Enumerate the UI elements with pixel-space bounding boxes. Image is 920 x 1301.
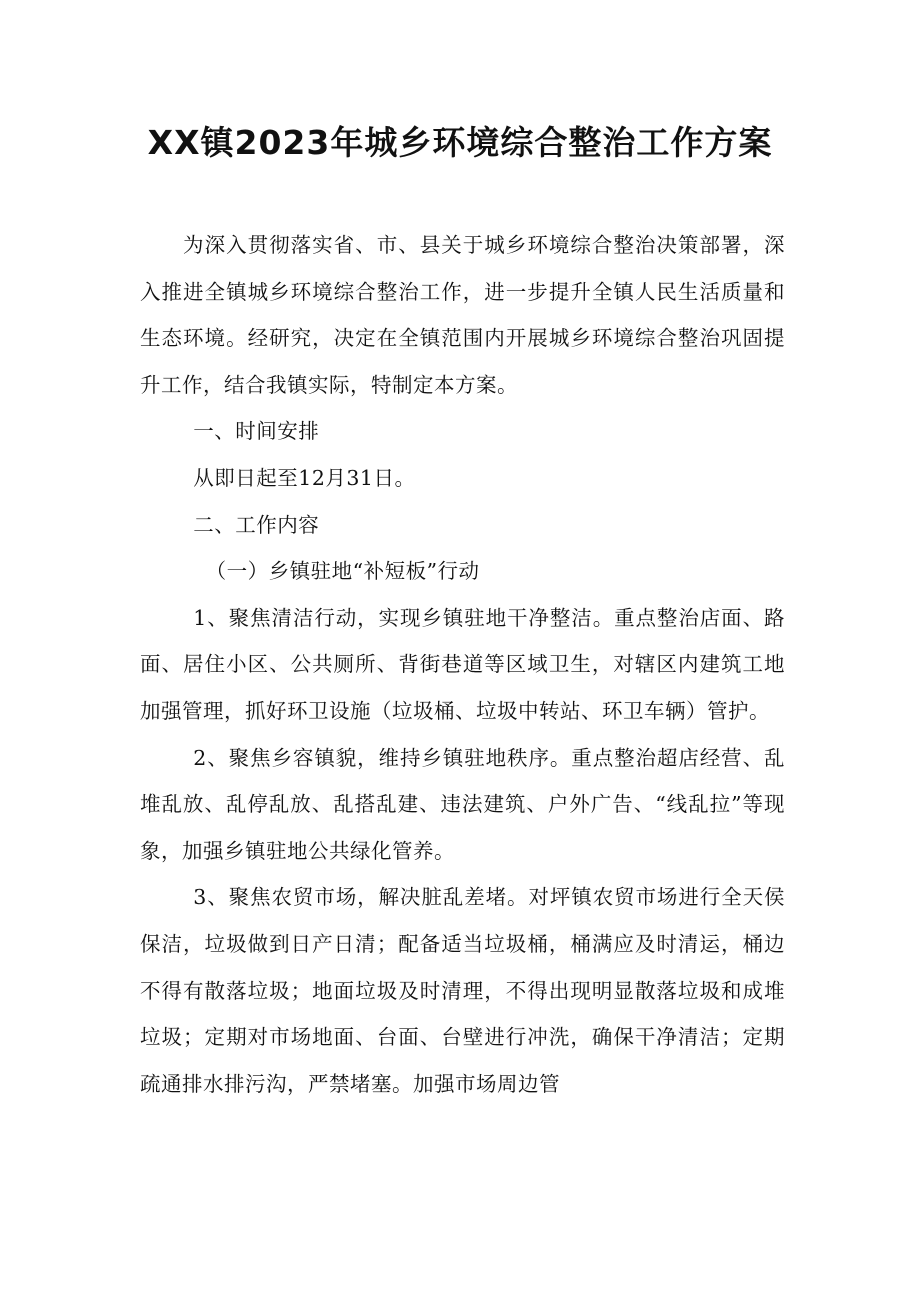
intro-paragraph: 为深入贯彻落实省、市、县关于城乡环境综合整治决策部署，深入推进全镇城乡环境综合整治工作，进一步提升全镇人民生活质量和生态环境。经研究，决定在全镇范围内开展城乡环境综合整治巩固提升工作，结合我镇实际，特制定本方案。: [140, 233, 785, 397]
schedule-paragraph: 从即日起至12月31日。: [193, 465, 416, 490]
document-title: XX镇2023年城乡环境综合整治工作方案: [147, 123, 773, 162]
subsection-heading-town-seat: （一）乡镇驻地“补短板”行动: [205, 559, 480, 584]
item-paragraph-3: 3、聚焦农贸市场，解决脏乱差堵。对坪镇农贸市场进行全天侯保洁，垃圾做到日产日清；配备适当垃圾桶，桶满应及时清运，桶边不得有散落垃圾；地面垃圾及时清理，不得出现明显散落垃圾和成堆垃圾；定期对市场地面、台面、台壁进行冲洗，确保干净清洁；定期疏通排水排污沟，严禁堵塞。加强市场周边管: [140, 885, 785, 1096]
document-body: [140, 222, 785, 1107]
section-heading-work-content: 二、工作内容: [193, 512, 320, 537]
section-heading-schedule: 一、时间安排: [193, 419, 320, 444]
item-paragraph-1: 1、聚焦清洁行动，实现乡镇驻地干净整洁。重点整治店面、路面、居住小区、公共厕所、背街巷道等区域卫生，对辖区内建筑工地加强管理，抓好环卫设施（垃圾桶、垃圾中转站、环卫车辆）管护。: [140, 605, 785, 723]
item-paragraph-2: 2、聚焦乡容镇貌，维持乡镇驻地秩序。重点整治超店经营、乱堆乱放、乱停乱放、乱搭乱建、违法建筑、户外广告、“线乱拉”等现象，加强乡镇驻地公共绿化管养。: [140, 745, 785, 863]
